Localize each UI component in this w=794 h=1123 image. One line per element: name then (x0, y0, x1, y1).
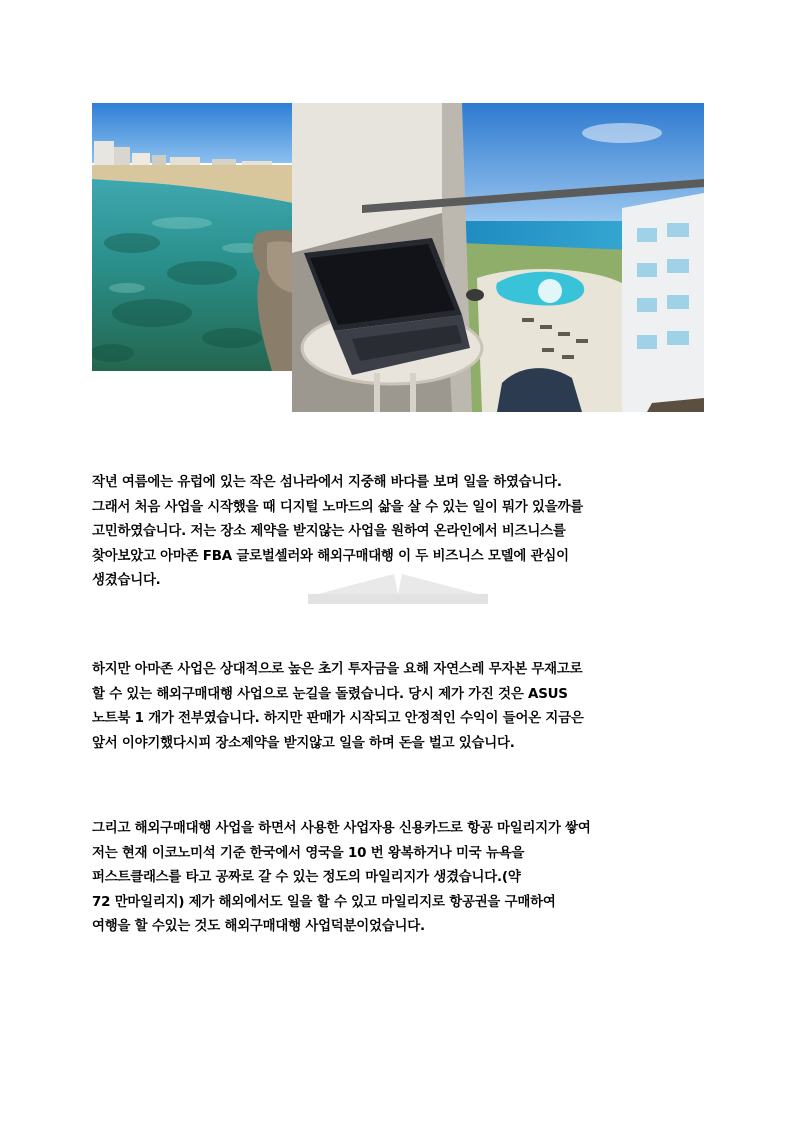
paragraph-3 (92, 817, 712, 940)
paragraph-2 (92, 658, 712, 756)
paragraph-line: 여행을 할 수있는 것도 해외구매대행 사업덕분이었습니다. (92, 919, 425, 934)
paragraph-line: 72 만마일리지) 제가 해외에서도 일을 할 수 있고 마일리지로 항공권을 구매하여 (92, 894, 556, 910)
paragraph-line: 고민하였습니다. 저는 장소 제약을 받지않는 사업을 원하여 온라인에서 비즈니스를 (92, 524, 566, 539)
paragraph-1 (92, 471, 712, 594)
paragraph-line: 노트북 1 개가 전부였습니다. 하지만 판매가 시작되고 안정적인 수익이 들어온 지금은 (92, 711, 584, 726)
paragraph-line: 하지만 아마존 사업은 상대적으로 높은 초기 투자금을 요해 자연스레 무자본 무재고로 (92, 662, 583, 677)
paragraph-line: 생겼습니다. (92, 573, 161, 588)
paragraph-line: 그리고 해외구매대행 사업을 하면서 사용한 사업자용 신용카드로 항공 마일리지가 쌓여 (92, 821, 591, 836)
paragraph-line: 그래서 처음 사업을 시작했을 때 디지털 노마드의 삶을 살 수 있는 일이 뭐가 있을까를 (92, 499, 584, 515)
paragraph-line: 찾아보았고 아마존 FBA 글로벌셀러와 해외구매대행 이 두 비즈니스 모델에 관심이 (92, 548, 569, 564)
beach-photo (92, 103, 293, 371)
balcony-laptop-photo (292, 103, 704, 412)
paragraph-line: 작년 여름에는 유럽에 있는 작은 섬나라에서 지중해 바다를 보며 일을 하였습니다. (92, 475, 562, 490)
beach-photo-drawing (92, 103, 293, 371)
paragraph-line: 할 수 있는 해외구매대행 사업으로 눈길을 돌렸습니다. 당시 제가 가진 것은 ASUS (92, 686, 568, 702)
balcony-photo-drawing (292, 103, 704, 412)
paragraph-line: 퍼스트클래스를 타고 공짜로 갈 수 있는 정도의 마일리지가 생겼습니다.(약 (92, 870, 521, 885)
paragraph-line: 저는 현재 이코노미석 기준 한국에서 영국을 10 번 왕복하거나 미국 뉴욕을 (92, 845, 525, 861)
paragraph-line: 앞서 이야기했다시피 장소제약을 받지않고 일을 하며 돈을 벌고 있습니다. (92, 735, 515, 751)
